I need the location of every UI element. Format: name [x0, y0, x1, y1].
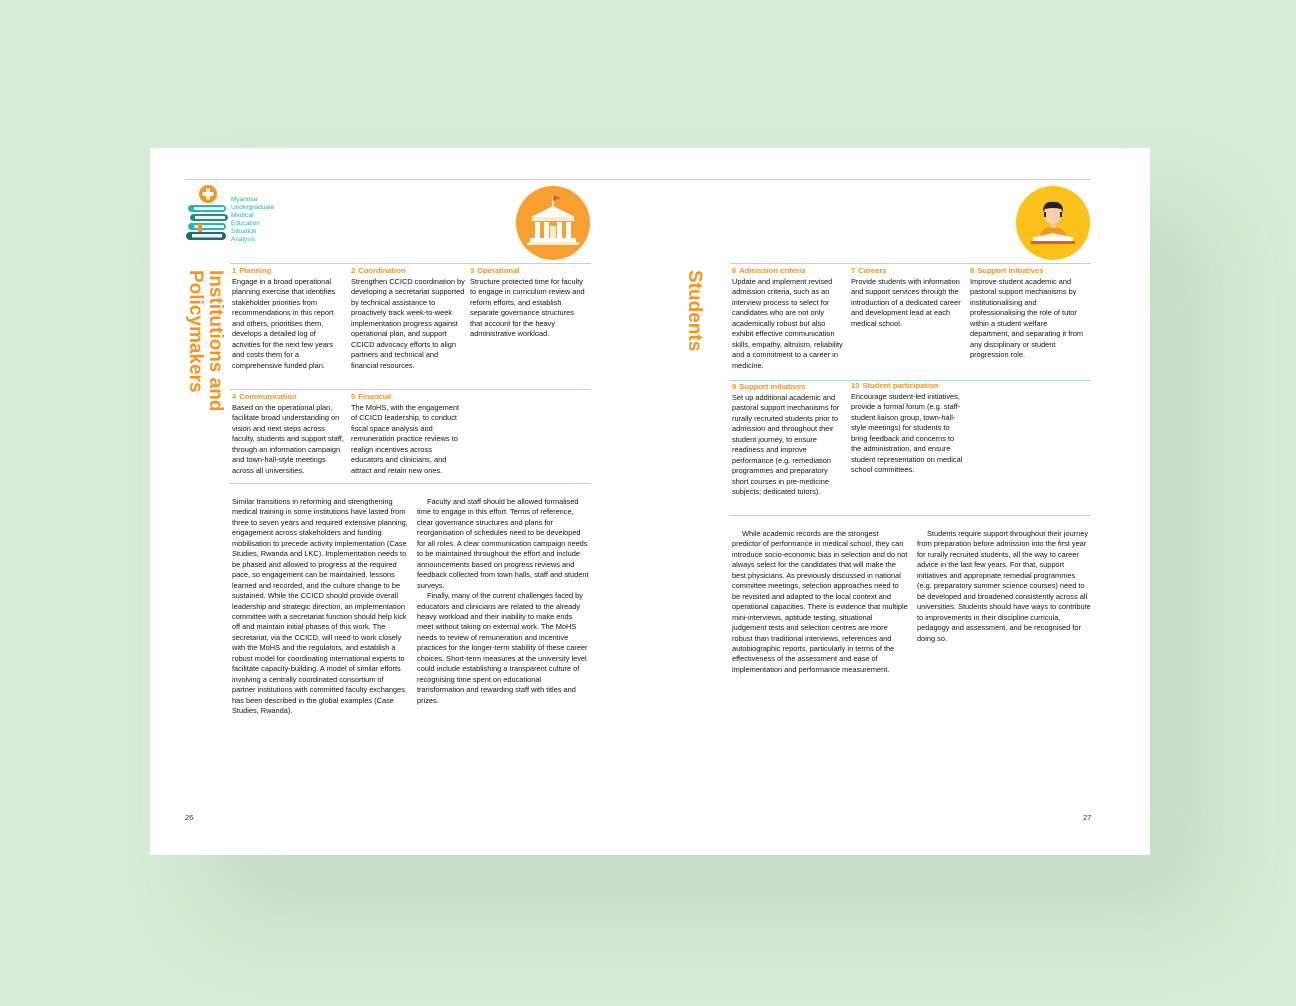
- right-rule-3: [730, 515, 1091, 516]
- item-text: Engage in a broad operational planning exercise that identifies stakeholder priorities from recommendations in this report and others, prioritises them, develops a detailed log of activities for the next few years and costs them for a comprehensive funded plan.: [232, 276, 336, 370]
- medical-books-icon: [186, 184, 230, 244]
- top-rule: [185, 179, 1091, 180]
- item-heading: Student participation: [862, 381, 939, 390]
- logo: [186, 184, 236, 244]
- logo-line: Undergraduate: [231, 204, 275, 211]
- item-text: Improve student academic and pastoral support mechanisms by institutionalising and professionalising the role of tutor within a student welfare department, and separating it from any disciplinary or student progression role.: [970, 276, 1083, 359]
- logo-line: Analysis: [231, 236, 256, 243]
- item-heading: Admission criteria: [739, 266, 806, 275]
- recommendation-item: [732, 266, 846, 371]
- item-text: The MoHS, with the engagement of CCICD leadership, to conduct fiscal space analysis and remuneration practice reviews to realign incentives across educators and clinicians, and attract and retain new ones.: [351, 402, 460, 475]
- page-number-left: 26: [185, 813, 194, 822]
- body-paragraph: While academic records are the strongest predictor of performance in medical school, they can introduce socio-economic bias in selection and do not always select for the candidates that will make the best physicians. As previously discussed in national committee meetings, selection approaches need to be revisited and adapted to the local context and operational capacities. There is evidence that multiple mini-interviews, aptitude testing, situational judgement tests and selection centres are more robust than traditional interviews, references and autobiographic reports, particularly in terms of the effectiveness of the assessment and ease of implementation and performance measurement.: [732, 529, 908, 674]
- body-paragraph: Finally, many of the current challenges faced by educators and clinicians are related to the already heavy workload and their inability to make ends meet without taking on external work. The MoHS needs to review of remuneration and incentive practices for the longer-term stability of these career choices. Short-term measures at the university level could include establishing a transparent culture of recognising time spent on educational transformation and rewarding staff with titles and prizes.: [417, 591, 588, 705]
- item-number: 5: [351, 392, 356, 401]
- item-heading: Operational: [477, 266, 520, 275]
- logo-line: Education: [231, 220, 260, 227]
- item-text: Structure protected time for faculty to engage in curriculum review and reform efforts, and establish separate governance structures that account for the heavy administrative workload.: [470, 276, 585, 338]
- recommendation-item: [232, 392, 346, 476]
- title-line-1: Institutions and: [205, 270, 226, 412]
- body-paragraph: Students require support throughout their journey from preparation before admission into the first year for rurally recruited students, all the way to career advice in the last few years. For that, support initiatives and appropriate remedial programmes (e.g. preparatory summer science courses) need to be developed and broadened consistently across all universities. Students should have ways to contribute to improvements in their discipline curricula, pedagogy and assessment, and be recognised for doing so.: [917, 529, 1091, 643]
- item-heading: Careers: [858, 266, 887, 275]
- item-text: Set up additional academic and pastoral support mechanisms for rurally recruited students prior to admission and throughout their student journey, to ensure readiness and improve performance (e.g. remediation programmes and preparatory short courses in pre-medicine subjects; dedicated tutors).: [732, 392, 840, 496]
- recommendation-item: [351, 266, 465, 371]
- item-number: 9: [732, 382, 737, 391]
- university-building-icon: [515, 185, 591, 261]
- body-paragraph: Faculty and staff should be allowed formalised time to engage in this effort. Terms of reference, clear governance structures and plans for reorganisation of schedules need to be developed for all roles. A clear communication campaign needs to be maintained throughout the effort and include announcements based on progress reviews and feedback collected from town halls, staff and student surveys.: [417, 497, 589, 590]
- logo-line: Myanmar: [231, 196, 259, 203]
- item-heading: Communication: [239, 392, 297, 401]
- body-paragraph: Similar transitions in reforming and strengthening medical training in some institutions have lasted from three to seven years and required extensive planning, engagement across stakeholders and funding mobilisation to precede activity implementation (Case Studies, Rwanda and LKC). Implementation needs to be phased and allowed to progress at the required pace, so engagement can be maintained, lessons learned and recorded, and the culture change to be sustained. While the CCICD should provide overall leadership and strategic direction, an implementation committee with a secretariat function should help kick off and maintain initial phases of this work. The secretariat, via the CCICD, will need to work closely with the MoHS and the regulators, and establish a robust model for coordinating international experts to facilitate capacity-building. A model of similar efforts involving a centrally coordinated consortium of partner institutions with committed faculty exchanges has been described in the global examples (Case Studies, Rwanda).: [232, 497, 408, 716]
- left-rule-3: [230, 483, 591, 484]
- student-reading-icon: [1015, 185, 1091, 261]
- body-column: [917, 529, 1091, 644]
- left-rule-1: [230, 263, 591, 264]
- body-column: [232, 497, 408, 717]
- recommendation-item: [970, 266, 1088, 361]
- item-number: 10: [851, 381, 860, 390]
- logo-line: Situation: [231, 228, 257, 235]
- recommendation-item: [470, 266, 588, 340]
- item-text: Encourage student-led initiatives, provide a formal forum (e.g. staff-student liaison group, town-hall-style meetings) for students to bring feedback and concerns to the administration, and ensure student representation on medical school committees.: [851, 391, 963, 474]
- item-number: 7: [851, 266, 856, 275]
- right-rule-1: [730, 263, 1091, 264]
- title-line-2: Policymakers: [185, 270, 206, 393]
- recommendation-item: [351, 392, 465, 476]
- recommendation-item: [851, 266, 965, 329]
- item-text: Provide students with information and support services through the introduction of a dedicated career and development lead at each medical school.: [851, 276, 961, 328]
- item-number: 1: [232, 266, 237, 275]
- recommendation-item: [732, 382, 846, 498]
- item-text: Based on the operational plan, facilitate broad understanding on vision and next steps across faculty, students and support staff, through an information campaign and town-hall-style meetings across all universities.: [232, 402, 344, 475]
- document-spread: [150, 148, 1150, 855]
- item-number: 6: [732, 266, 737, 275]
- item-heading: Planning: [239, 266, 272, 275]
- left-section-title: [185, 270, 225, 411]
- left-rule-2: [230, 389, 591, 390]
- item-text: Update and implement revised admission criteria, such as an interview process to select for candidates who are not only academically robust but also exhibit effective communication skills, empathy, altruism, reliability and a commitment to a career in medicine.: [732, 276, 843, 370]
- item-text: Strengthen CCICD coordination by developing a secretariat supported by technical assistance to proactively track week-to-week implementation progress against operational plan, and support CCICD advocacy efforts to align partners and technical and financial resources.: [351, 276, 465, 370]
- item-number: 8: [970, 266, 975, 275]
- item-number: 2: [351, 266, 356, 275]
- title-line: Students: [684, 270, 705, 352]
- item-heading: Financial: [358, 392, 392, 401]
- logo-text: [231, 196, 274, 244]
- body-column: [732, 529, 908, 675]
- right-section-title: [684, 270, 704, 351]
- item-heading: Coordination: [358, 266, 406, 275]
- student-badge: [1015, 185, 1091, 261]
- item-heading: Support initiatives: [977, 266, 1044, 275]
- item-number: 3: [470, 266, 475, 275]
- page-number-right: 27: [1083, 813, 1092, 822]
- logo-line: Medical: [231, 212, 254, 219]
- recommendation-item: [232, 266, 346, 371]
- body-column: [417, 497, 589, 706]
- item-number: 4: [232, 392, 237, 401]
- item-heading: Support initiatives: [739, 382, 806, 391]
- university-badge: [515, 185, 591, 261]
- recommendation-item: [851, 381, 965, 476]
